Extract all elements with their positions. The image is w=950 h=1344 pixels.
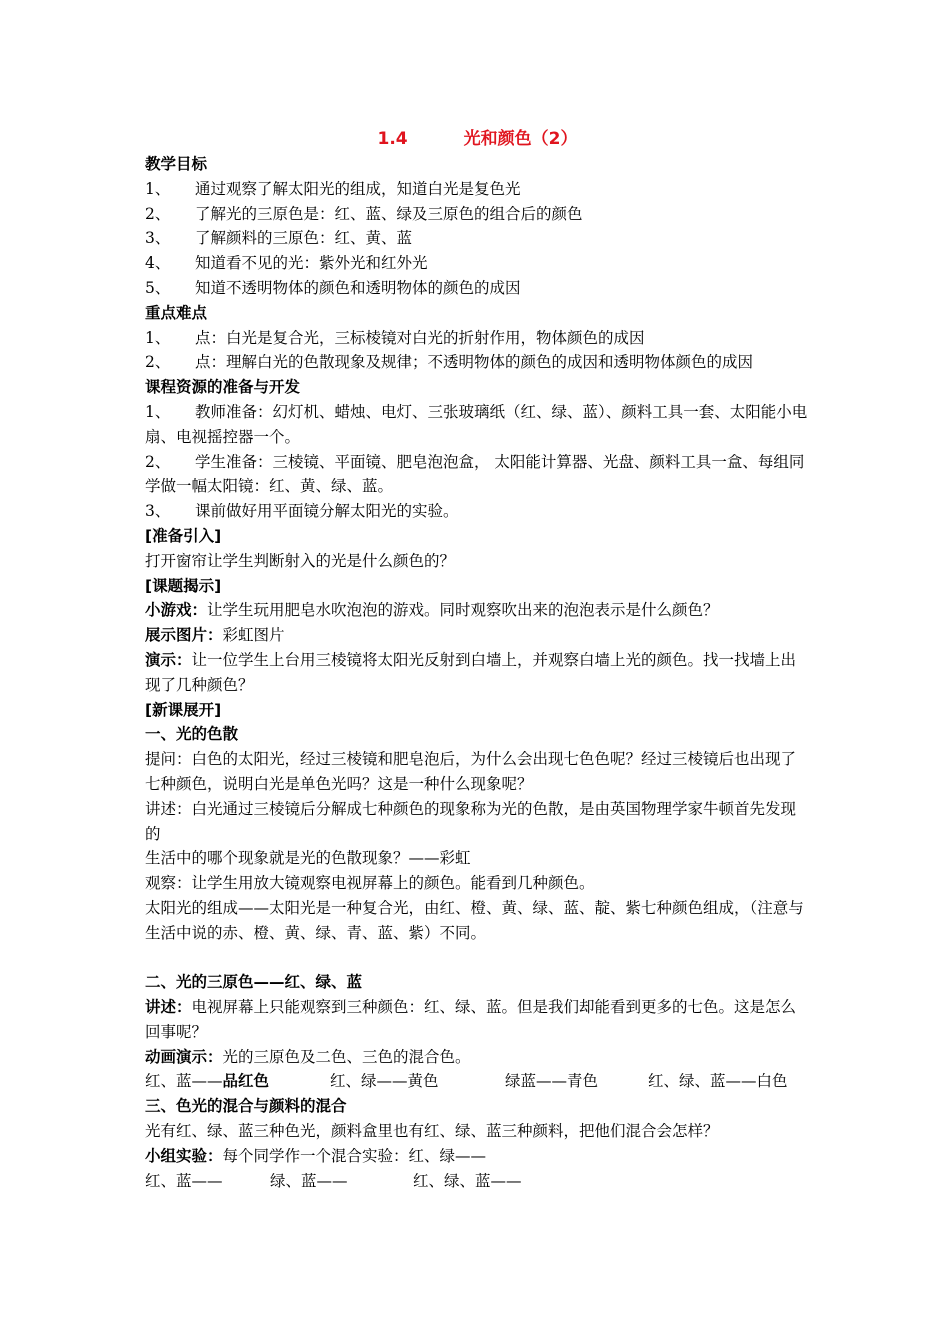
- list-item: [145, 276, 810, 301]
- mix-item: 红、绿、蓝——白色: [648, 1072, 788, 1091]
- section-heading-objectives: 教学目标: [145, 155, 208, 173]
- exercise-item: 红、蓝——: [145, 1171, 223, 1190]
- paragraph-label: 小游戏：: [145, 601, 208, 620]
- list-item: [145, 251, 810, 276]
- paragraph: 太阳光的组成——太阳光是一种复合光，由红、橙、黄、绿、蓝、靛、紫七种颜色组成，（注意与生活中说的赤、橙、黄、绿、青、蓝、紫）不同。: [145, 898, 804, 942]
- list-item: [145, 226, 810, 251]
- item-number: 3、: [145, 229, 171, 248]
- list-item: [145, 499, 810, 524]
- subsection-heading-primary-colors: 二、光的三原色——红、绿、蓝: [145, 973, 363, 992]
- paragraph-label: 演示：: [145, 650, 192, 669]
- paragraph: [145, 623, 810, 648]
- document-title: [145, 126, 810, 152]
- section-heading-new-lesson: [新课展开]: [145, 700, 222, 719]
- paragraph: [145, 648, 810, 698]
- item-number: 2、: [145, 353, 171, 372]
- paragraph-text: 每个同学作一个混合实验：红、绿——: [222, 1146, 487, 1165]
- paragraph: [145, 995, 810, 1045]
- item-text: 知道看不见的光：紫外光和红外光: [195, 254, 428, 273]
- list-item: [145, 450, 810, 500]
- paragraph-text: 彩虹图片: [222, 626, 285, 645]
- item-text: 点：白光是复合光，三标棱镜对白光的折射作用，物体颜色的成因: [195, 328, 645, 347]
- paragraph: 提问：白色的太阳光，经过三棱镜和肥皂泡后，为什么会出现七色色呢？经过三棱镜后也出现了七种颜色，说明白光是单色光吗？这是一种什么现象呢？: [145, 750, 797, 793]
- paragraph-label: 讲述：: [145, 998, 192, 1017]
- paragraph: 观察：让学生用放大镜观察电视屏幕上的颜色。能看到几种颜色。: [145, 874, 595, 893]
- mix-item: 红、绿——黄色: [330, 1072, 439, 1091]
- section-heading-topic: [课题揭示]: [145, 576, 222, 595]
- exercise-item: 绿、蓝——: [270, 1171, 348, 1190]
- paragraph-text: 让学生玩用肥皂水吹泡泡的游戏。同时观察吹出来的泡泡表示是什么颜色？: [207, 601, 719, 620]
- item-number: 1、: [145, 402, 171, 421]
- mix-item: [145, 1069, 330, 1094]
- paragraph: [145, 598, 810, 623]
- item-text: 知道不透明物体的颜色和透明物体的颜色的成因: [195, 278, 521, 297]
- document-body: [145, 126, 810, 1193]
- exercise-item: 红、绿、蓝——: [413, 1171, 522, 1190]
- item-number: 2、: [145, 452, 171, 471]
- section-heading-intro: [准备引入]: [145, 526, 222, 545]
- subsection-heading-dispersion: 一、光的色散: [145, 725, 239, 744]
- item-text: 了解颜料的三原色：红、黄、蓝: [195, 229, 413, 248]
- item-number: 2、: [145, 204, 171, 223]
- paragraph-label: 动画演示：: [145, 1047, 223, 1066]
- title-text: 光和颜色（2）: [463, 129, 578, 149]
- paragraph-label: 小组实验：: [145, 1146, 223, 1165]
- exercise-row: [145, 1169, 810, 1194]
- list-item: [145, 350, 810, 375]
- subsection-heading-mixing: 三、色光的混合与颜料的混合: [145, 1097, 347, 1116]
- item-text: 了解光的三原色是：红、蓝、绿及三原色的组合后的颜色: [195, 204, 583, 223]
- section-heading-resources: 课程资源的准备与开发: [145, 378, 301, 397]
- item-number: 1、: [145, 328, 171, 347]
- section-heading-key-points: 重点难点: [145, 303, 208, 322]
- item-number: 1、: [145, 179, 171, 198]
- list-item: [145, 326, 810, 351]
- paragraph: [145, 1144, 810, 1169]
- paragraph: [145, 1045, 810, 1070]
- color-mix-row: [145, 1069, 810, 1094]
- mix-item: 绿蓝——青色: [505, 1072, 599, 1091]
- paragraph-text: 电视屏幕上只能观察到三种颜色：红、绿、蓝。但是我们却能看到更多的七色。这是怎么回事呢？: [145, 998, 797, 1041]
- item-text: 点：理解白光的色散现象及规律；不透明物体的颜色的成因和透明物体颜色的成因: [195, 353, 754, 372]
- mix-text: 红、蓝——: [145, 1072, 223, 1091]
- item-text: 学生准备：三棱镜、平面镜、肥皂泡泡盒， 太阳能计算器、光盘、颜料工具一盒、每组同学做一幅太阳镜：红、黄、绿、蓝。: [145, 452, 805, 496]
- paragraph-label: 展示图片：: [145, 626, 223, 645]
- paragraph-text: 让一位学生上台用三棱镜将太阳光反射到白墙上，并观察白墙上光的颜色。找一找墙上出现了几种颜色？: [145, 650, 797, 694]
- blank-line: [145, 946, 810, 971]
- mix-result: 品红色: [222, 1072, 270, 1091]
- list-item: [145, 177, 810, 202]
- title-number: 1.4: [377, 129, 408, 149]
- paragraph: 打开窗帘让学生判断射入的光是什么颜色的？: [145, 551, 456, 570]
- paragraph: 光有红、绿、蓝三种色光，颜料盒里也有红、绿、蓝三种颜料，把他们混合会怎样？: [145, 1122, 719, 1141]
- paragraph: 讲述：白光通过三棱镜后分解成七种颜色的现象称为光的色散，是由英国物理学家牛顿首先发现的: [145, 799, 797, 843]
- item-text: 通过观察了解太阳光的组成，知道白光是复色光: [195, 179, 521, 198]
- item-text: 课前做好用平面镜分解太阳光的实验。: [195, 502, 459, 521]
- list-item: [145, 400, 810, 450]
- item-text: 教师准备：幻灯机、蜡烛、电灯、三张玻璃纸（红、绿、蓝）、颜料工具一套、太阳能小电扇、电视摇控器一个。: [145, 402, 808, 446]
- paragraph: 生活中的哪个现象就是光的色散现象？——彩虹: [145, 849, 471, 868]
- item-number: 4、: [145, 254, 171, 273]
- list-item: [145, 202, 810, 227]
- item-number: 3、: [145, 502, 171, 521]
- paragraph-text: 光的三原色及二色、三色的混合色。: [222, 1047, 471, 1066]
- item-number: 5、: [145, 278, 171, 297]
